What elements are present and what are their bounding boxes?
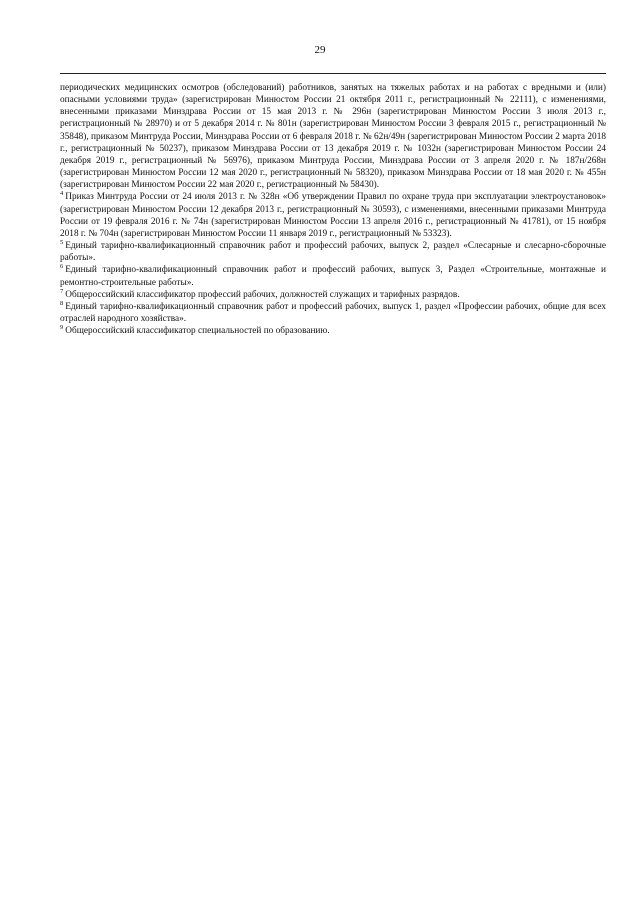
footnote-4	[60, 191, 606, 240]
page-number: 29	[314, 44, 326, 56]
footnote-text: Общероссийский классификатор профессий рабочих, должностей служащих и тарифных разрядов.	[65, 289, 460, 300]
footnote-9	[60, 325, 606, 337]
footnote-text: Приказ Минтруда России от 24 июля 2013 г. № 328н «Об утверждении Правил по охране труда при эксплуатации электроустановок» (зарегистрирован Минюстом России 12 декабря 2013 г., регистрационный № 30593), с изменениями, внесенными приказами Минтруда России от 19 февраля 2016 г. № 74н (зарегистрирован Минюстом России 13 апреля 2016 г., регистрационный № 41781), от 15 ноября 2018 г. № 704н (зарегистрирован Минюстом России 11 января 2019 г., регистрационный № 53323).	[60, 192, 606, 239]
footnote-marker: 8	[60, 299, 64, 307]
footnote-6	[60, 264, 606, 288]
footnote-marker: 9	[60, 324, 64, 332]
footnote-marker: 6	[60, 263, 64, 271]
footnote-marker: 4	[60, 190, 64, 198]
footnote-text: Единый тарифно-квалификационный справочник работ и профессий рабочих, выпуск 3, Раздел «Строительные, монтажные и ремонтно-строительные работы».	[60, 265, 606, 288]
footnote-7	[60, 289, 606, 301]
footnote-5	[60, 240, 606, 264]
footnote-8	[60, 301, 606, 325]
footnote-separator	[60, 73, 606, 74]
footnotes-section	[60, 82, 606, 337]
footnote-text: Единый тарифно-квалификационный справочник работ и профессий рабочих, выпуск 1, раздел «Профессии рабочих, общие для всех отраслей народного хозяйства».	[60, 301, 606, 324]
footnote-text: периодических медицинских осмотров (обследований) работников, занятых на тяжелых работах и на работах с вредными и (или) опасными условиями труда» (зарегистрирован Минюстом России 21 октября 2011 г., регистрационный № 22111), с изменениями, внесенными приказами Минздрава России от 15 мая 2013 г. № 296н (зарегистрирован Минюстом России 3 июля 2013 г., регистрационный № 28970) и от 5 декабря 2014 г. № 801н (зарегистрирован Минюстом России 3 февраля 2015 г., регистрационный № 35848), приказом Минтруда России, Минздрава России от 6 февраля 2018 г. № 62н/49н (зарегистрирован Минюстом России 2 марта 2018 г., регистрационный № 50237), приказом Минздрава России от 13 декабря 2019 г. № 1032н (зарегистрирован Минюстом России 24 декабря 2019 г., регистрационный № 56976), приказом Минтруда России, Минздрава России от 3 апреля 2020 г. № 187н/268н (зарегистрирован Минюстом России 12 мая 2020 г., регистрационный № 58320), приказом Минздрава России от 18 мая 2020 г. № 455н (зарегистрирован Минюстом России 22 мая 2020 г., регистрационный № 58430).	[60, 83, 606, 191]
footnote-text: Общероссийский классификатор специальностей по образованию.	[65, 326, 330, 337]
footnote-3-continuation	[60, 82, 606, 191]
footnote-text: Единый тарифно-квалификационный справочник работ и профессий рабочих, выпуск 2, раздел «Слесарные и слесарно-сборочные работы».	[60, 241, 606, 264]
footnote-marker: 5	[60, 238, 64, 246]
footnote-marker: 7	[60, 287, 64, 295]
